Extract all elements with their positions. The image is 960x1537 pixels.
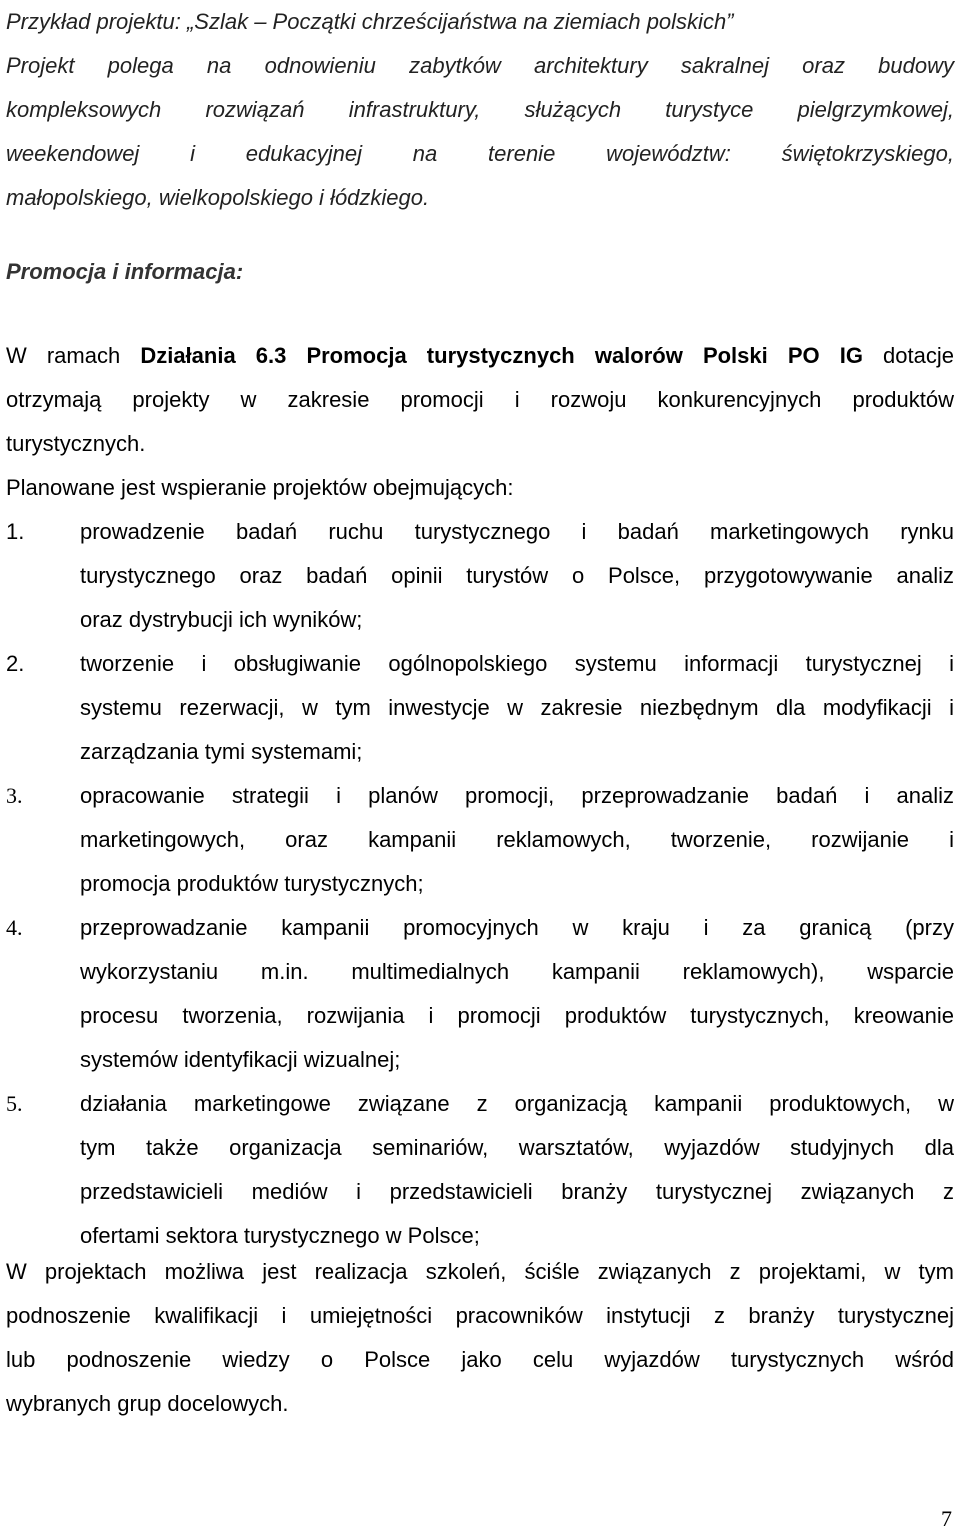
project-example-block: [6, 0, 954, 220]
measure-name: Działania 6.3 Promocja turystycznych walorów Polski PO IG: [140, 343, 863, 368]
list-item: [6, 510, 954, 642]
planned-intro: Planowane jest wspieranie projektów obejmujących:: [6, 475, 514, 500]
list-item: [6, 642, 954, 774]
list-item-number: 3.: [6, 783, 23, 808]
list-item-line: procesu tworzenia, rozwijania i promocji produktów turystycznych, kreowanie: [80, 1003, 954, 1028]
paragraph-suffix: dotacje: [862, 343, 954, 368]
list-item-line: opracowanie strategii i planów promocji, przeprowadzanie badań i analiz: [80, 783, 954, 808]
list-item-line: wykorzystaniu m.in. multimedialnych kampanii reklamowych), wsparcie: [80, 959, 954, 984]
section-paragraph-line: otrzymają projekty w zakresie promocji i rozwoju konkurencyjnych produktów: [6, 387, 954, 412]
closing-paragraph: [6, 1250, 954, 1426]
page-number: 7: [941, 1506, 952, 1531]
paragraph-prefix: W ramach: [6, 343, 141, 368]
list-item-text: [80, 906, 954, 1082]
list-item-number: 1.: [6, 519, 25, 544]
section-heading: Promocja i informacja:: [6, 259, 244, 284]
list-item: [6, 774, 954, 906]
section-paragraph-line: turystycznych.: [6, 431, 146, 456]
list-item-line: systemów identyfikacji wizualnej;: [80, 1047, 401, 1072]
closing-paragraph-line: podnoszenie kwalifikacji i umiejętności pracowników instytucji z branży turystycznej: [6, 1303, 954, 1328]
list-item-line: oraz dystrybucji ich wyników;: [80, 607, 363, 632]
project-description-line: Projekt polega na odnowieniu zabytków architektury sakralnej oraz budowy: [6, 53, 954, 78]
closing-paragraph-line: W projektach możliwa jest realizacja szkoleń, ściśle związanych z projektami, w tym: [6, 1259, 954, 1284]
project-description-line: małopolskiego, wielkopolskiego i łódzkiego.: [6, 185, 430, 210]
list-item-line: marketingowych, oraz kampanii reklamowych, tworzenie, rozwijanie i: [80, 827, 954, 852]
list-item-number: 4.: [6, 915, 23, 940]
list-item-line: promocja produktów turystycznych;: [80, 871, 424, 896]
section-paragraph: [6, 334, 954, 510]
list-item-text: [80, 1082, 954, 1258]
list-item-line: prowadzenie badań ruchu turystycznego i badań marketingowych rynku: [80, 519, 954, 544]
list-item-line: działania marketingowe związane z organizacją kampanii produktowych, w: [80, 1091, 954, 1116]
list-item-line: zarządzania tymi systemami;: [80, 739, 363, 764]
project-description-line: weekendowej i edukacyjnej na terenie województw: świętokrzyskiego,: [6, 141, 954, 166]
list-item-number: 2.: [6, 651, 25, 676]
numbered-list: [6, 510, 954, 1258]
list-item-text: [80, 642, 954, 774]
list-item-line: przedstawicieli mediów i przedstawicieli branży turystycznej związanych z: [80, 1179, 954, 1204]
list-item: [6, 906, 954, 1082]
section-paragraph-line: [6, 334, 954, 378]
project-description-line: kompleksowych rozwiązań infrastruktury, służących turystyce pielgrzymkowej,: [6, 97, 954, 122]
list-item-text: [80, 510, 954, 642]
list-item-line: systemu rezerwacji, w tym inwestycje w zakresie niezbędnym dla modyfikacji i: [80, 695, 954, 720]
list-item-line: turystycznego oraz badań opinii turystów o Polsce, przygotowywanie analiz: [80, 563, 954, 588]
list-item-text: [80, 774, 954, 906]
list-item-line: przeprowadzanie kampanii promocyjnych w kraju i za granicą (przy: [80, 915, 954, 940]
closing-paragraph-line: wybranych grup docelowych.: [6, 1391, 289, 1416]
list-item-line: tym także organizacja seminariów, warsztatów, wyjazdów studyjnych dla: [80, 1135, 954, 1160]
list-item-line: ofertami sektora turystycznego w Polsce;: [80, 1223, 480, 1248]
project-example-title: Przykład projektu: „Szlak – Początki chrześcijaństwa na ziemiach polskich”: [6, 9, 734, 34]
list-item: [6, 1082, 954, 1258]
closing-paragraph-line: lub podnoszenie wiedzy o Polsce jako celu wyjazdów turystycznych wśród: [6, 1347, 954, 1372]
list-item-line: tworzenie i obsługiwanie ogólnopolskiego systemu informacji turystycznej i: [80, 651, 954, 676]
list-item-number: 5.: [6, 1091, 23, 1116]
